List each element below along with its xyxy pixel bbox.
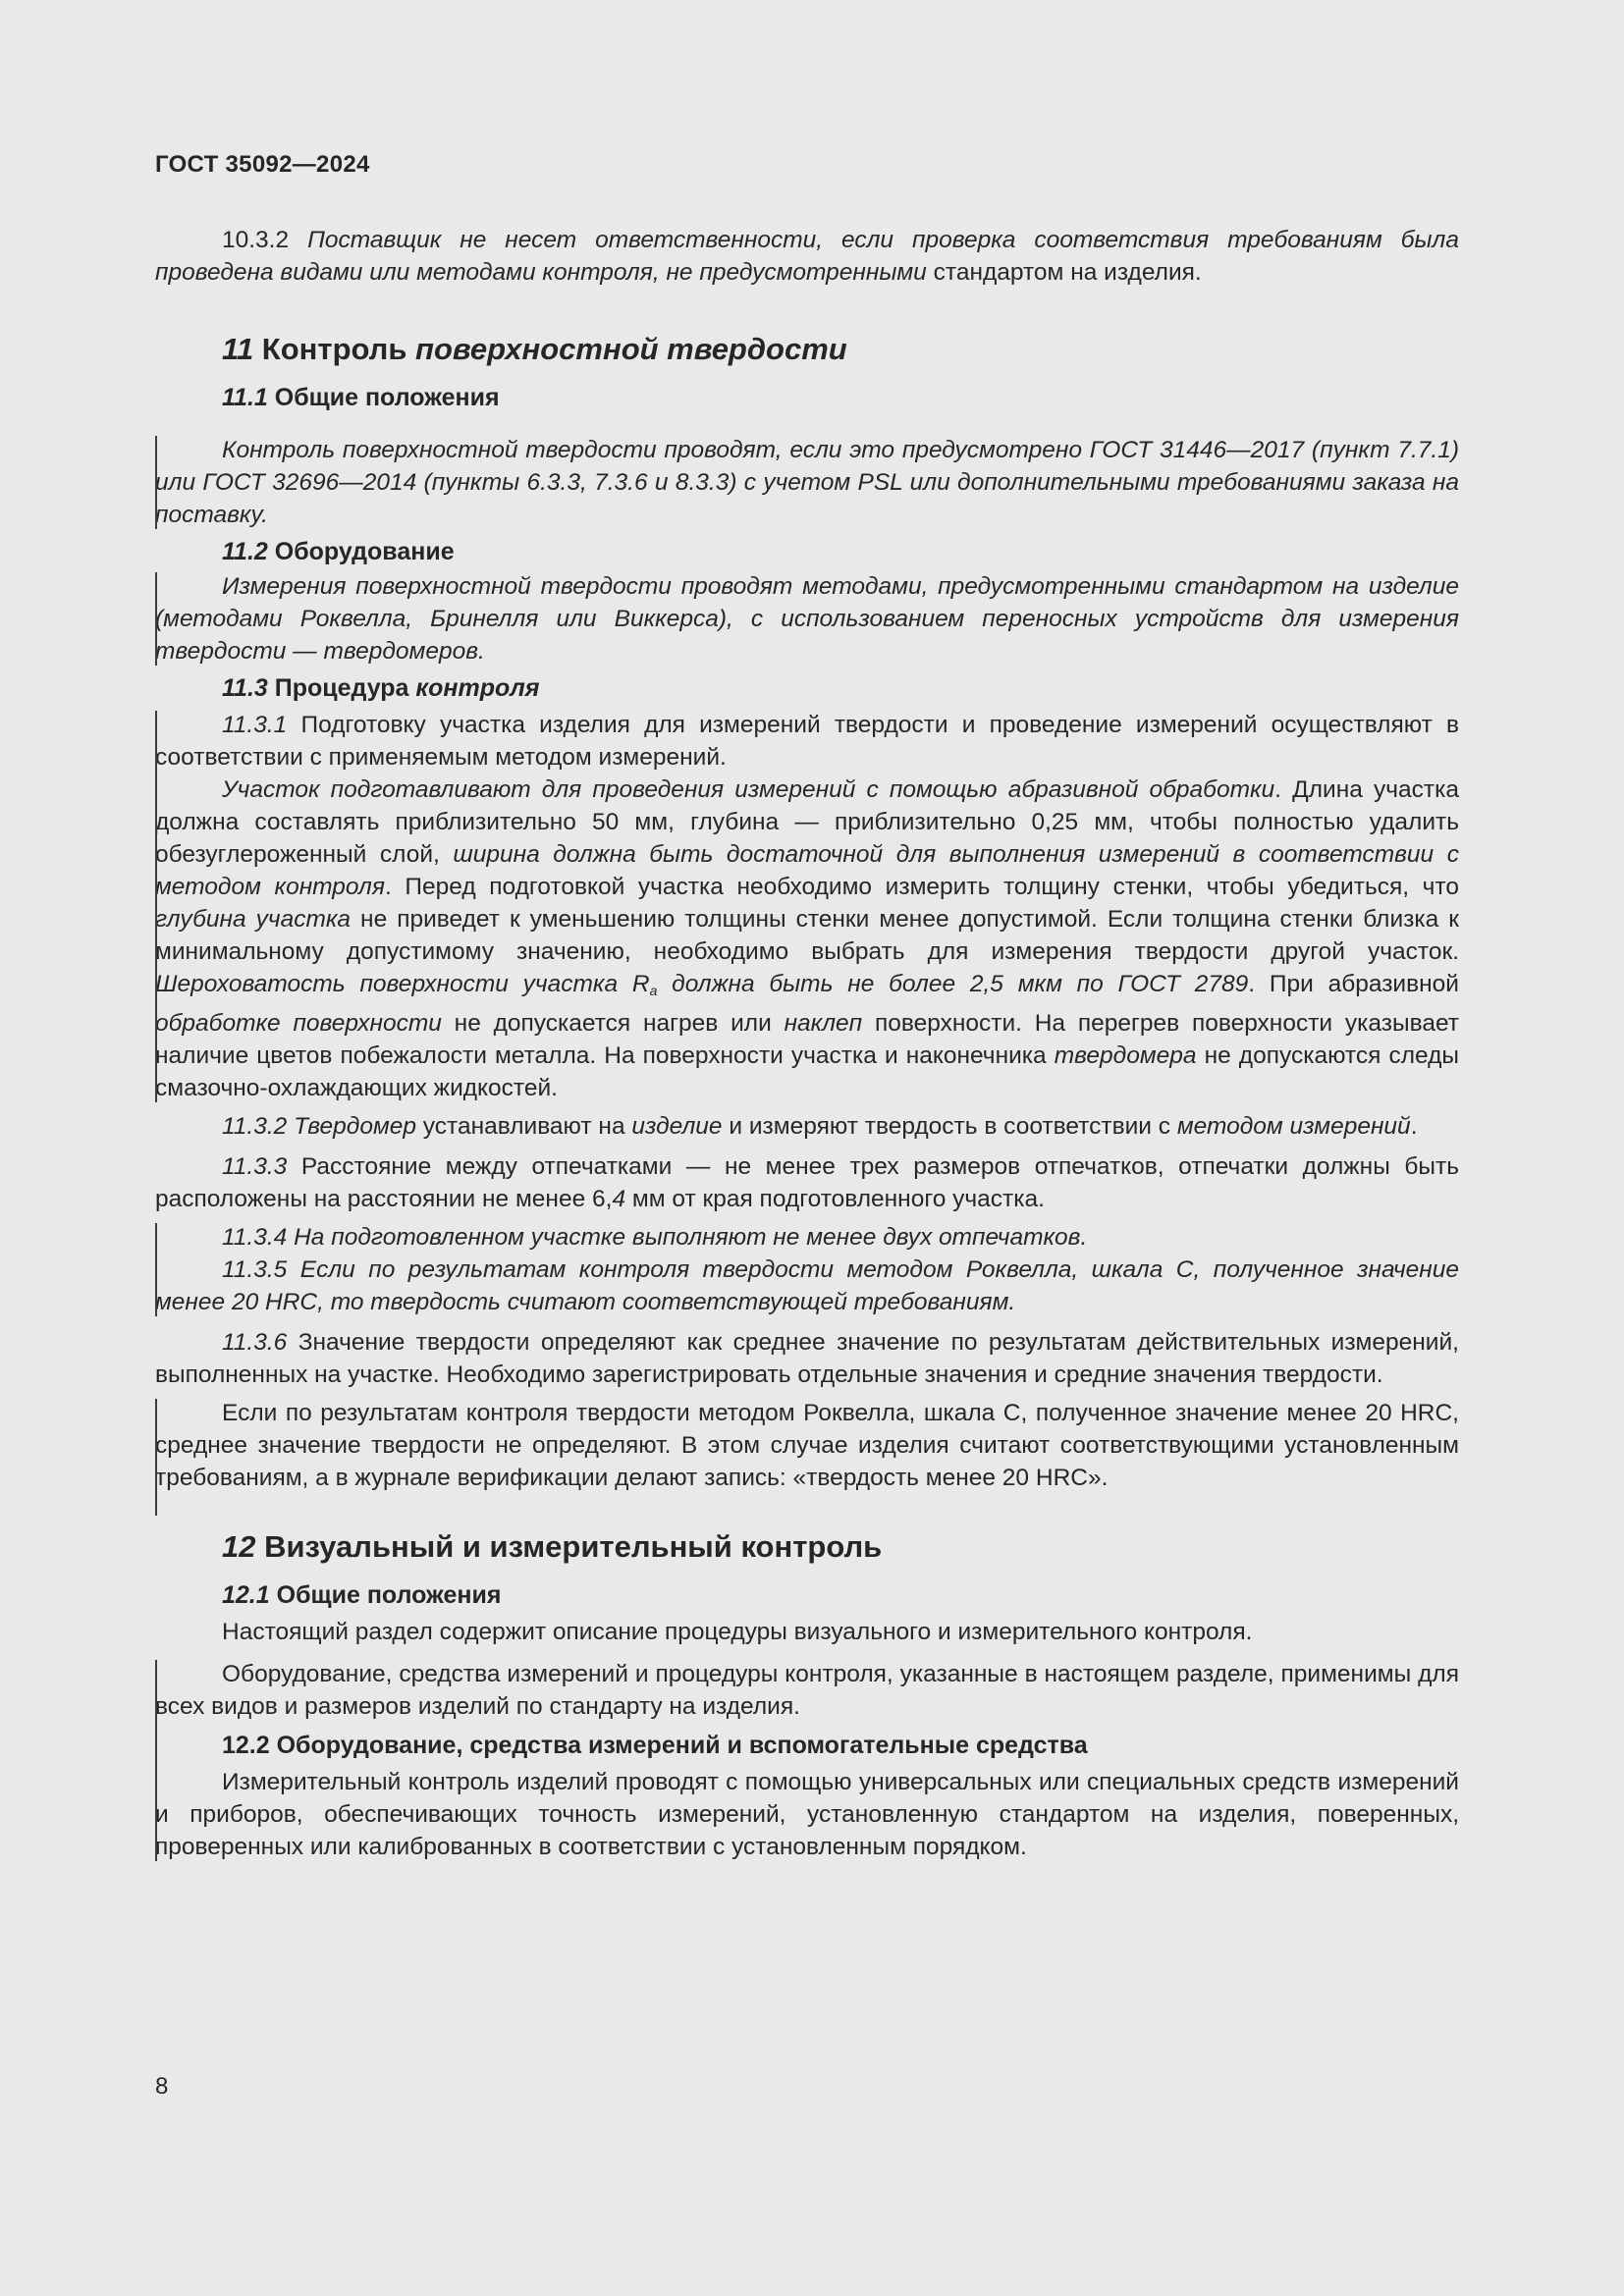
subsection-number: 11.3 [222,674,268,702]
change-bar-block [155,1658,1459,1863]
paragraph-12-2: Измерительный контроль изделий проводят с помощью универсальных или специальных средств измерений и приборов, обеспечивающих точность измерений, установленную стандартом на изделия, поверенных, проверенных или калиброванных в соответствии с установленным порядком. [155,1769,1459,1860]
paragraph-11-2 [155,570,1459,667]
subsection-11-3-heading [155,671,1459,705]
heading-text: Общие положения [267,384,500,411]
italic-text: 11.3.4 На подготовленном участке выполняют не менее двух отпечатков. [222,1224,1088,1251]
text: не приведет к уменьшению толщины стенки менее допустимой. Если толщина стенки близка к минимальному допустимому значению, необходимо выбрать для измерения твердости другой участок. [155,906,1459,965]
paragraph-11-3-1-cont [155,774,1459,1104]
paragraph-11-3-6-note: Если по результатам контроля твердости методом Роквелла, шкала С, полученное значение менее 20 HRC, среднее значение твердости не определяют. В этом случае изделия считают соответствующими установленным требованиям, а в журнале верификации делают запись: «твердость менее 20 HRC». [155,1400,1459,1491]
text: Расстояние между отпечатками — не менее трех размеров отпечатков, отпечатки должны быть расположены на расстоянии не менее 6, [155,1153,1459,1212]
italic-text: Твердомер [287,1113,416,1140]
page-content [155,224,1459,1863]
italic-text: изделие [631,1113,723,1140]
paragraph-11-3-5 [155,1254,1459,1318]
italic-text: глубина участка [155,906,352,933]
subsection-12-1-heading [155,1578,1459,1612]
italic-text: наклеп [784,1010,863,1037]
paragraph-12-1-b: Оборудование, средства измерений и процедуры контроля, указанные в настоящем разделе, применимы для всех видов и размеров изделий по стандарту на изделия. [155,1661,1459,1720]
subsection-number: 12.1 [222,1581,270,1609]
italic-text: Контроль поверхностной твердости проводят, если это предусмотрено ГОСТ 31446—2017 (пункт 7.7.1) или ГОСТ 32696—2014 (пункты 6.3.3, 7.3.6 и 8.3.3) с учетом PSL или дополнительными требованиями заказа на поставку. [155,437,1459,528]
italic-text: 4 [612,1186,626,1212]
italic-text: Измерения поверхностной твердости проводят методами, предусмотренными стандартом на изделие (методами Роквелла, Бринелля или Виккерса), с использованием переносных устройств для измерения твердости — твердомеров. [155,573,1459,665]
paragraph-10-3-2 [155,224,1459,289]
subsection-11-1-heading [155,381,1459,414]
text: устанавливают на [416,1113,632,1140]
subsection-11-2-heading [155,535,1459,568]
text: . [1410,1113,1418,1140]
italic-text: твердомера [1054,1042,1197,1069]
subsection-12-2-heading: 12.2 Оборудование, средства измерений и вспомогательные средства [222,1732,1088,1759]
text: не допускаются следы смазочно-охлаждающих жидкостей. [155,1042,1459,1101]
section-number: 11 [222,332,254,366]
paragraph-11-3-1 [155,709,1459,774]
paragraph-11-3-6 [155,1326,1459,1391]
italic-text: ширина должна быть достаточной для выполнения измерений в соответствии с методом контроля [155,841,1459,900]
paragraph-11-3-4 [155,1221,1459,1254]
section-number: 12 [222,1529,256,1564]
text: не допускается нагрев или [441,1010,785,1037]
italic-text: Поставщик не несет ответственности, если проверка соответствия требованиям была проведена видами или методами контроля, не предусмотренными [155,227,1459,286]
heading-text: Контроль [253,332,416,366]
paragraph-11-3-2 [155,1110,1459,1143]
text: Подготовку участка изделия для измерений твердости и проведение измерений осуществляют в соответствии с применяемым методом измерений. [155,712,1459,771]
heading-italic-text: поверхностной твердости [415,332,847,366]
clause-number: 11.3.6 [222,1329,288,1356]
heading-text: Визуальный и измерительный контроль [255,1529,883,1564]
section-12-heading [155,1527,1459,1567]
clause-number: 11.3.3 [222,1153,288,1180]
text: и измеряют твердость в соответствии с [722,1113,1177,1140]
paragraph-11-1 [155,434,1459,531]
change-bar-block [155,1397,1459,1518]
text: стандартом на изделия. [926,259,1202,286]
heading-text: Оборудование [267,538,455,565]
change-bar-block [155,434,1459,531]
text: . Длина участка должна составлять приблизительно 50 мм, глубина — приблизительно 0,25 мм, чтобы полностью удалить обезуглероженный слой, [155,776,1459,868]
text: мм от края подготовленного участка. [625,1186,1045,1212]
text: . При абразивной [1248,971,1459,997]
change-bar-block [155,1221,1459,1318]
subsection-number: 11.2 [222,538,268,565]
subsection-number: 11.1 [222,384,268,411]
italic-text: Шероховатость поверхности участка R [155,971,650,997]
heading-text: Общие положения [269,1581,502,1609]
page-number: 8 [155,2073,169,2100]
italic-text: методом измерений [1176,1113,1411,1140]
italic-text: обработке поверхности [155,1010,442,1037]
text: . Перед подготовкой участка необходимо измерить толщину стенки, чтобы убедиться, что [384,874,1459,900]
clause-number: 11.3.2 [222,1113,288,1140]
document-header: ГОСТ 35092—2024 [155,151,370,178]
change-bar-block [155,570,1459,667]
subscript: a [649,983,658,998]
heading-italic-text: контроля [415,674,540,702]
italic-text: Участок подготавливают для проведения измерений с помощью абразивной обработки [222,776,1275,803]
text: Значение твердости определяют как среднее значение по результатам действительных измерений, выполненных на участке. Необходимо зарегистрировать отдельные значения и средние значения твердости. [155,1329,1459,1388]
heading-text: Процедура [267,674,416,702]
clause-number: 10.3.2 [222,227,308,253]
clause-number: 11.3.1 [222,712,288,738]
paragraph-12-1-a: Настоящий раздел содержит описание процедуры визуального и измерительного контроля. [222,1619,1253,1645]
italic-text: 11.3.5 Если по результатам контроля твердости методом Роквелла, шкала С, полученное значение менее 20 HRC, то твердость считают соответствующей требованиям. [155,1256,1459,1315]
italic-text: должна быть не более 2,5 мкм по ГОСТ 2789 [657,971,1249,997]
section-11-heading [155,330,1459,369]
change-bar-block [155,709,1459,1104]
paragraph-11-3-3 [155,1150,1459,1215]
text: поверхности. На перегрев поверхности указывает наличие цветов побежалости металла. На поверхности участка и наконечника [155,1010,1459,1069]
